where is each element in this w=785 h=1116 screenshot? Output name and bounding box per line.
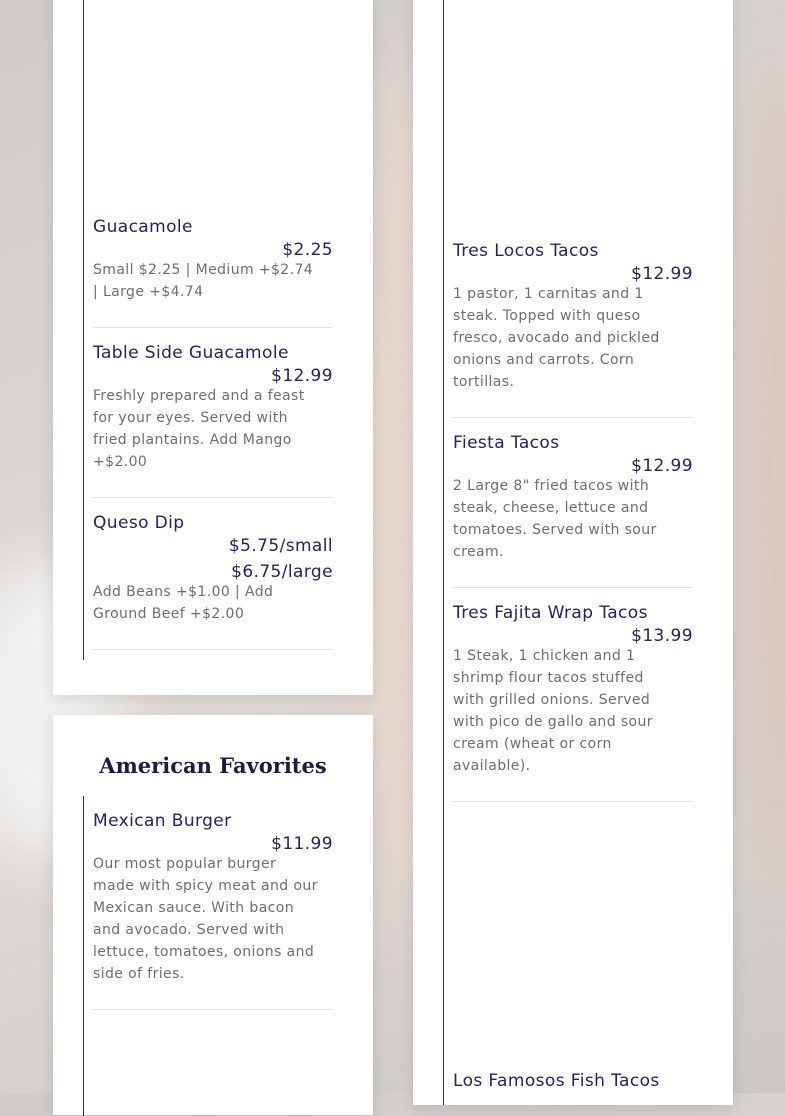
card-accent-rail <box>83 0 84 660</box>
item-description: 1 pastor, 1 carnitas and 1 steak. Topped with queso fresco, avocado and pickled onions and carrots. Corn tortillas. <box>453 286 660 390</box>
menu-item-los-famosos-fish-tacos[interactable] <box>453 1071 693 1101</box>
menu-card-tacos <box>413 0 733 1105</box>
item-name: Tres Locos Tacos <box>453 241 599 261</box>
item-price: $12.99 <box>271 366 333 386</box>
menu-item-guacamole[interactable] <box>93 217 333 317</box>
menu-item-tres-locos-tacos[interactable] <box>453 241 693 401</box>
item-divider <box>93 649 333 650</box>
menu-item-table-side-guacamole[interactable] <box>93 343 333 483</box>
item-name: Los Famosos Fish Tacos <box>453 1071 660 1091</box>
item-description: Freshly prepared and a feast for your eyes. Served with fried plantains. Add Mango +$2.00 <box>93 388 305 470</box>
item-price: $12.99 <box>631 456 693 476</box>
item-description: 2 Large 8" fried tacos with steak, cheese, lettuce and tomatoes. Served with sour cream. <box>453 478 657 560</box>
item-divider <box>453 801 693 802</box>
item-name: Tres Fajita Wrap Tacos <box>453 603 648 623</box>
menu-item-fiesta-tacos[interactable] <box>453 433 693 563</box>
item-name: Table Side Guacamole <box>93 343 289 363</box>
menu-item-tres-fajita-wrap-tacos[interactable] <box>453 603 693 783</box>
item-name: Fiesta Tacos <box>453 433 560 453</box>
item-name: Queso Dip <box>93 513 185 533</box>
section-title: American Favorites <box>99 753 327 778</box>
item-description: Small $2.25 | Medium +$2.74 | Large +$4.74 <box>93 262 314 300</box>
item-price: $2.25 <box>282 240 333 260</box>
item-divider <box>93 497 333 498</box>
item-description: Our most popular burger made with spicy meat and our Mexican sauce. With bacon and avocado. Served with lettuce, tomatoes, onions and side of fries. <box>93 856 318 982</box>
item-name: Mexican Burger <box>93 811 232 831</box>
card-accent-rail <box>83 796 84 1116</box>
menu-item-mexican-burger[interactable] <box>93 811 333 996</box>
item-description: 1 Steak, 1 chicken and 1 shrimp flour tacos stuffed with grilled onions. Served with pico de gallo and sour cream (wheat or corn available). <box>453 648 653 774</box>
item-divider <box>93 1009 333 1010</box>
item-description: Add Beans +$1.00 | Add Ground Beef +$2.00 <box>93 584 274 622</box>
item-price: $13.99 <box>631 626 693 646</box>
item-price: $11.99 <box>271 834 333 854</box>
card-accent-rail <box>443 0 444 1105</box>
item-price: $12.99 <box>631 264 693 284</box>
item-price-small: $5.75/small <box>228 536 333 556</box>
item-divider <box>453 417 693 418</box>
item-name: Guacamole <box>93 217 193 237</box>
menu-card-american-favorites <box>53 715 373 1115</box>
item-divider <box>93 327 333 328</box>
menu-card-appetizers <box>53 0 373 695</box>
item-divider <box>453 587 693 588</box>
menu-item-queso-dip[interactable] <box>93 513 333 633</box>
item-price-large: $6.75/large <box>231 562 333 582</box>
